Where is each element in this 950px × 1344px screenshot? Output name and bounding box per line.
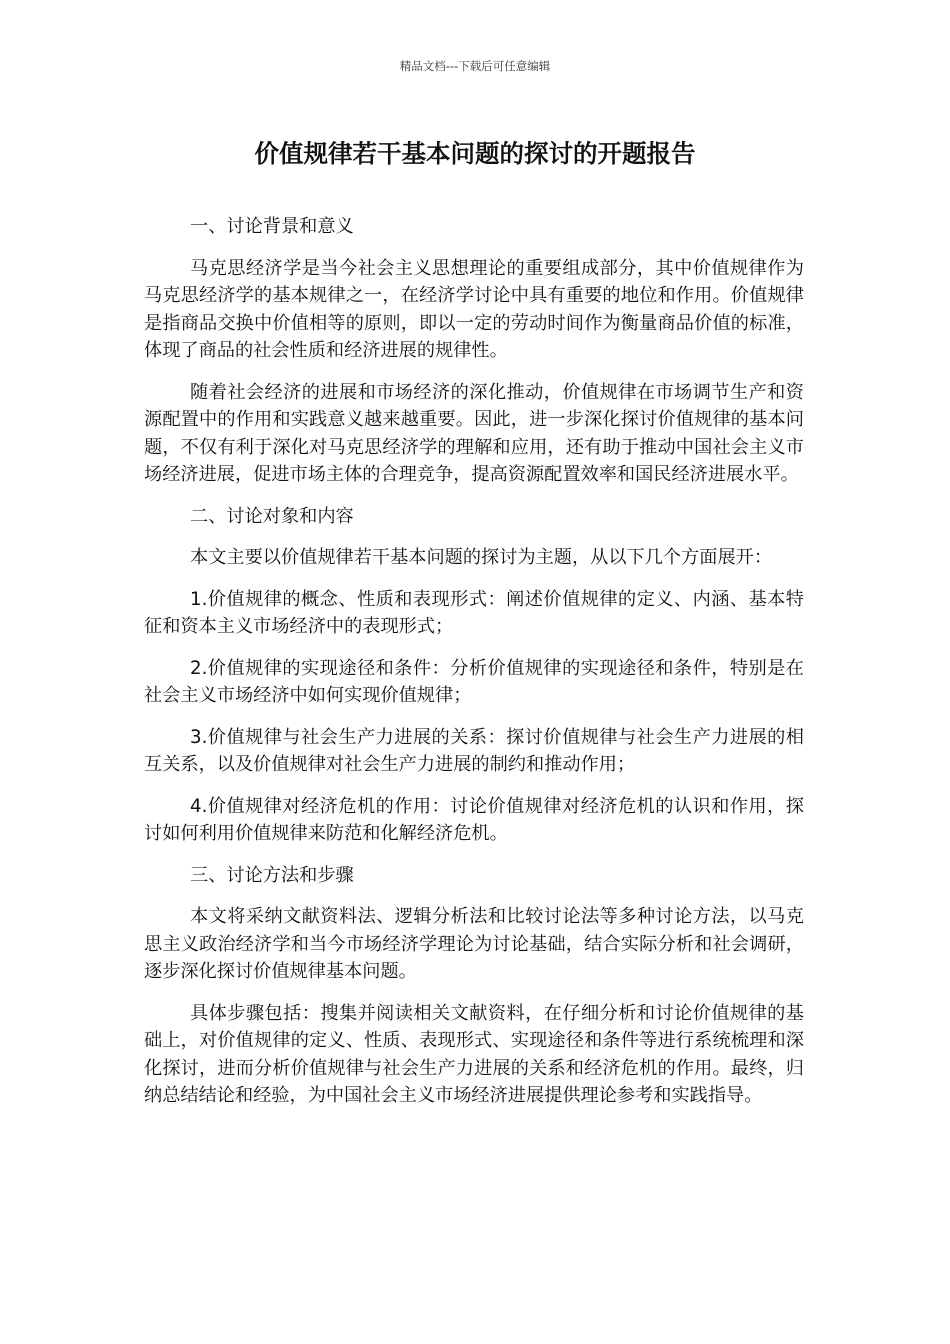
list-item: 4.价值规律对经济危机的作用：讨论价值规律对经济危机的认识和作用，探讨如何利用价值规律来防范和化解经济危机。 xyxy=(144,795,804,844)
list-item: 3.价值规律与社会生产力进展的关系：探讨价值规律与社会生产力进展的相互关系，以及价值规律对社会生产力进展的制约和推动作用； xyxy=(144,726,804,775)
paragraph: 马克思经济学是当今社会主义思想理论的重要组成部分，其中价值规律作为马克思经济学的基本规律之一，在经济学讨论中具有重要的地位和作用。价值规律是指商品交换中价值相等的原则，即以一定的劳动时间作为衡量商品价值的标准，体现了商品的社会性质和经济进展的规律性。 xyxy=(144,257,804,361)
document-body xyxy=(144,213,804,1124)
paragraph: 本文主要以价值规律若干基本问题的探讨为主题，从以下几个方面展开： xyxy=(190,547,773,568)
section-heading-background: 一、讨论背景和意义 xyxy=(190,216,354,237)
list-item: 1.价值规律的概念、性质和表现形式：阐述价值规律的定义、内涵、基本特征和资本主义市场经济中的表现形式； xyxy=(144,588,804,637)
list-item: 2.价值规律的实现途径和条件：分析价值规律的实现途径和条件，特别是在社会主义市场经济中如何实现价值规律； xyxy=(144,657,804,706)
paragraph: 本文将采纳文献资料法、逻辑分析法和比较讨论法等多种讨论方法，以马克思主义政治经济学和当今市场经济学理论为讨论基础，结合实际分析和社会调研，逐步深化探讨价值规律基本问题。 xyxy=(144,906,804,982)
header-note: 精品文档---下载后可任意编辑 xyxy=(399,59,551,73)
paragraph: 随着社会经济的进展和市场经济的深化推动，价值规律在市场调节生产和资源配置中的作用和实践意义越来越重要。因此，进一步深化探讨价值规律的基本问题，不仅有利于深化对马克思经济学的理解和应用，还有助于推动中国社会主义市场经济进展，促进市场主体的合理竞争，提高资源配置效率和国民经济进展水平。 xyxy=(144,381,804,485)
section-heading-objects-content: 二、讨论对象和内容 xyxy=(190,505,354,527)
paragraph: 具体步骤包括：搜集并阅读相关文献资料，在仔细分析和讨论价值规律的基础上，对价值规律的定义、性质、表现形式、实现途径和条件等进行系统梳理和深化探讨，进而分析价值规律与社会生产力进展的关系和经济危机的作用。最终，归纳总结结论和经验，为中国社会主义市场经济进展提供理论参考和实践指导。 xyxy=(144,1002,804,1106)
section-heading-methods-steps: 三、讨论方法和步骤 xyxy=(190,864,354,886)
document-title: 价值规律若干基本问题的探讨的开题报告 xyxy=(254,139,696,168)
